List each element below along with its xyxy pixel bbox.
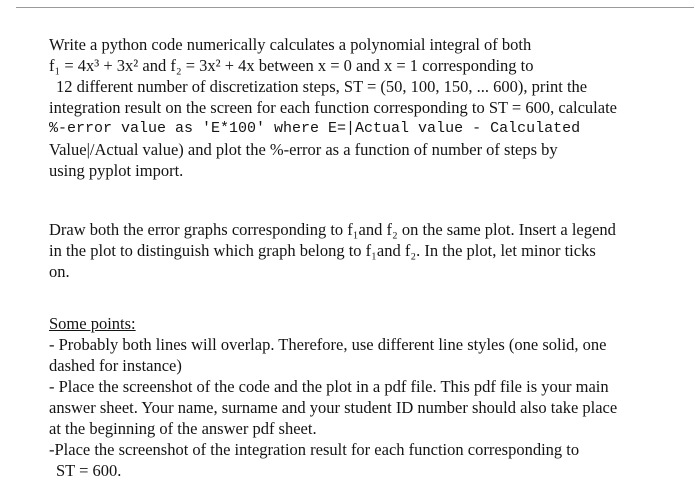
p2-line-1: Draw both the error graphs corresponding to f₁and f₂ on the same plot. Insert a legend <box>49 220 616 239</box>
paragraph-some-points <box>49 313 689 481</box>
paragraph-task <box>49 34 689 181</box>
p3-line-1: - Probably both lines will overlap. Therefore, use different line styles (one solid, one <box>49 335 607 354</box>
p1-line-3: 12 different number of discretization steps, ST = (50, 100, 150, ... 600), print the <box>56 77 588 96</box>
some-points-heading: Some points: <box>49 314 136 333</box>
p1-line-4: integration result on the screen for each function corresponding to ST = 600, calculate <box>49 98 617 117</box>
p3-line-7: ST = 600. <box>56 461 122 480</box>
top-divider <box>16 7 694 8</box>
p2-line-3: on. <box>49 262 70 281</box>
p2-line-2: in the plot to distinguish which graph belong to f₁and f₂. In the plot, let minor ticks <box>49 241 596 260</box>
p1-line-5: %-error value as 'E*100' where E=|Actual value - Calculated <box>49 120 581 137</box>
p3-line-3: - Place the screenshot of the code and the plot in a pdf file. This pdf file is your main <box>49 377 609 396</box>
p3-line-6: -Place the screenshot of the integration result for each function corresponding to <box>49 440 580 459</box>
p1-line-1: Write a python code numerically calculates a polynomial integral of both <box>49 35 532 54</box>
p3-line-5: at the beginning of the answer pdf sheet. <box>49 419 317 438</box>
p3-line-2: dashed for instance) <box>49 356 182 375</box>
p1-line-6: Value|/Actual value) and plot the %-error as a function of number of steps by <box>49 140 558 159</box>
p1-line-2: f₁ = 4x³ + 3x² and f₂ = 3x² + 4x between x = 0 and x = 1 corresponding to <box>49 56 534 75</box>
p1-line-7: using pyplot import. <box>49 161 184 180</box>
p3-line-4: answer sheet. Your name, surname and your student ID number should also take place <box>49 398 618 417</box>
paragraph-plot-instructions <box>49 219 689 282</box>
